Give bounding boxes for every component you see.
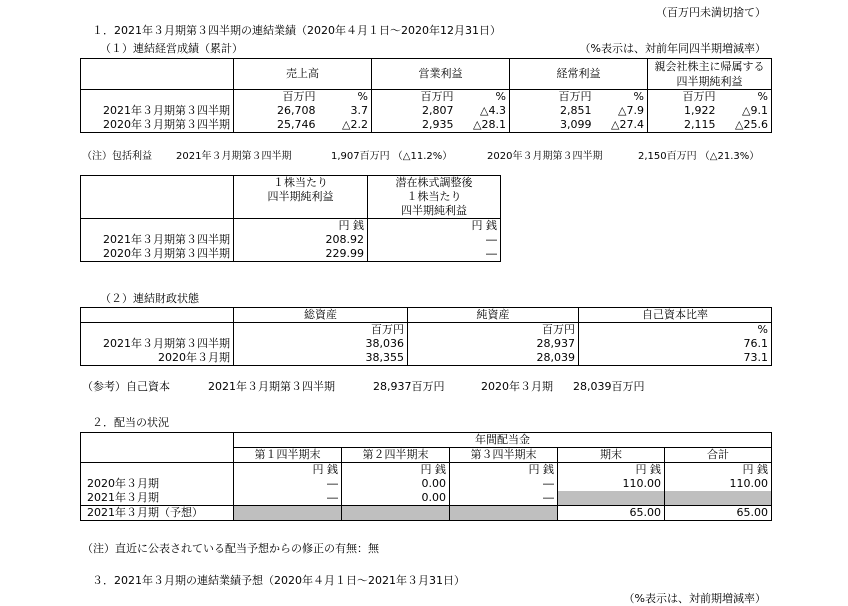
value-cell: △9.1 (719, 104, 772, 118)
value-cell: 1,922 (648, 104, 719, 118)
value-cell: 0.00 (342, 477, 450, 491)
value-cell: △2.2 (319, 118, 372, 133)
value-cell: △4.3 (457, 104, 510, 118)
value-cell: 25,746 (234, 118, 319, 133)
header-year-end: 期末 (558, 448, 665, 463)
header-total: 合計 (665, 448, 772, 463)
header-q2-end: 第２四半期末 (342, 448, 450, 463)
value-cell: 26,708 (234, 104, 319, 118)
section-1-title: １．2021年３月期第３四半期の連結業績（2020年４月１日～2020年12月31日） (92, 24, 501, 37)
unit-cell: 円 銭 (558, 463, 665, 478)
unit-cell: 円 銭 (234, 463, 342, 478)
value-cell: 73.1 (579, 351, 772, 366)
unit-cell: 円 銭 (368, 219, 501, 234)
value-cell: ― (368, 247, 501, 262)
value-cell: 2,851 (510, 104, 595, 118)
value-cell: 38,355 (234, 351, 408, 366)
header-net-income-a: 親会社株主に帰属する (648, 59, 772, 75)
comprehensive-income-label: （注）包括利益 (82, 151, 152, 162)
unit-note: （百万円未満切捨て） (656, 6, 766, 19)
comprehensive-income-period-1: 2021年３月期第３四半期 (176, 151, 292, 162)
row-label: 2021年３月期第３四半期 (81, 104, 234, 118)
value-cell: 2,115 (648, 118, 719, 133)
diluted-eps-header-c: 四半期純利益 (368, 204, 501, 219)
unit-cell: % (319, 90, 372, 105)
shaded-cell (234, 506, 342, 521)
unit-cell: 円 銭 (665, 463, 772, 478)
value-cell: 2,935 (372, 118, 457, 133)
header-net-assets: 純資産 (408, 308, 579, 323)
comprehensive-income-value-2: 2,150百万円 （△21.3%） (638, 151, 760, 162)
unit-cell: % (719, 90, 772, 105)
value-cell: 28,937 (408, 337, 579, 351)
row-label: 2021年３月期第３四半期 (81, 233, 234, 247)
value-cell: 38,036 (234, 337, 408, 351)
value-cell: ― (450, 477, 558, 491)
diluted-eps-header-b: １株当たり (368, 190, 501, 204)
value-cell: 76.1 (579, 337, 772, 351)
value-cell: 2,807 (372, 104, 457, 118)
table-row (81, 104, 772, 118)
value-cell: △27.4 (595, 118, 648, 133)
dividends-table (80, 432, 772, 521)
equity-reference-value-1: 28,937百万円 (373, 380, 445, 393)
eps-table (80, 175, 501, 262)
value-cell: 208.92 (234, 233, 368, 247)
table-row (81, 247, 501, 262)
percent-note: （%表示は、対前年同四半期増減率） (579, 42, 766, 55)
unit-cell: 百万円 (234, 90, 319, 105)
unit-cell: 百万円 (648, 90, 719, 105)
header-q3-end: 第３四半期末 (450, 448, 558, 463)
header-operating-income: 営業利益 (372, 59, 510, 90)
row-label: 2020年３月期 (81, 351, 234, 366)
value-cell: 229.99 (234, 247, 368, 262)
unit-cell: 円 銭 (234, 219, 368, 234)
diluted-eps-header-a: 潜在株式調整後 (368, 176, 501, 191)
dividend-revision-note: （注）直近に公表されている配当予想からの修正の有無：無 (82, 542, 379, 555)
shaded-cell (450, 506, 558, 521)
header-ordinary-income: 経常利益 (510, 59, 648, 90)
row-label: 2020年３月期第３四半期 (81, 118, 234, 133)
unit-cell: % (579, 323, 772, 338)
header-net-income-b: 四半期純利益 (648, 74, 772, 90)
header-equity-ratio: 自己資本比率 (579, 308, 772, 323)
row-label: 2020年３月期第３四半期 (81, 247, 234, 262)
comprehensive-income-period-2: 2020年３月期第３四半期 (487, 151, 603, 162)
unit-cell: % (457, 90, 510, 105)
value-cell: ― (368, 233, 501, 247)
operating-results-table (80, 58, 772, 133)
value-cell: 110.00 (665, 477, 772, 491)
unit-cell: 百万円 (408, 323, 579, 338)
header-sales: 売上高 (234, 59, 372, 90)
table-row (81, 233, 501, 247)
header-q1-end: 第１四半期末 (234, 448, 342, 463)
table-row (81, 506, 772, 521)
eps-header-a: １株当たり (234, 176, 368, 191)
equity-reference-period-1: 2021年３月期第３四半期 (208, 380, 335, 393)
unit-cell: 円 銭 (342, 463, 450, 478)
forecast-percent-note: （%表示は、対前期増減率） (623, 592, 766, 605)
row-label: 2021年３月期第３四半期 (81, 337, 234, 351)
table-row (81, 351, 772, 366)
annual-dividend-header: 年間配当金 (234, 433, 772, 448)
value-cell: △28.1 (457, 118, 510, 133)
value-cell: 3.7 (319, 104, 372, 118)
value-cell: ― (234, 477, 342, 491)
row-label: 2020年３月期 (81, 477, 234, 491)
unit-cell: % (595, 90, 648, 105)
financial-position-title: （２）連結財政状態 (100, 292, 199, 305)
section-3-title: ３．2021年３月期の連結業績予想（2020年４月１日～2021年３月31日） (92, 574, 465, 587)
eps-header-b: 四半期純利益 (234, 190, 368, 204)
shaded-cell (558, 491, 665, 506)
comprehensive-income-value-1: 1,907百万円 （△11.2%） (331, 151, 453, 162)
value-cell: △7.9 (595, 104, 648, 118)
unit-cell: 百万円 (234, 323, 408, 338)
table-row (81, 337, 772, 351)
value-cell: 0.00 (342, 491, 450, 506)
table-row (81, 491, 772, 506)
value-cell: △25.6 (719, 118, 772, 133)
unit-cell: 百万円 (372, 90, 457, 105)
value-cell: 65.00 (558, 506, 665, 521)
operating-results-title: （１）連結経営成績（累計） (100, 42, 243, 55)
equity-reference-period-2: 2020年３月期 (481, 380, 553, 393)
header-total-assets: 総資産 (234, 308, 408, 323)
shaded-cell (342, 506, 450, 521)
shaded-cell (665, 491, 772, 506)
unit-cell: 百万円 (510, 90, 595, 105)
value-cell: 110.00 (558, 477, 665, 491)
value-cell: ― (450, 491, 558, 506)
value-cell: 28,039 (408, 351, 579, 366)
row-label: 2021年３月期（予想） (81, 506, 234, 521)
table-row (81, 118, 772, 133)
table-row (81, 477, 772, 491)
value-cell: 3,099 (510, 118, 595, 133)
equity-reference-label: （参考）自己資本 (82, 380, 170, 393)
dividends-title: ２．配当の状況 (92, 416, 169, 429)
row-label: 2021年３月期 (81, 491, 234, 506)
financial-position-table (80, 307, 772, 366)
unit-cell: 円 銭 (450, 463, 558, 478)
value-cell: 65.00 (665, 506, 772, 521)
value-cell: ― (234, 491, 342, 506)
equity-reference-value-2: 28,039百万円 (573, 380, 645, 393)
